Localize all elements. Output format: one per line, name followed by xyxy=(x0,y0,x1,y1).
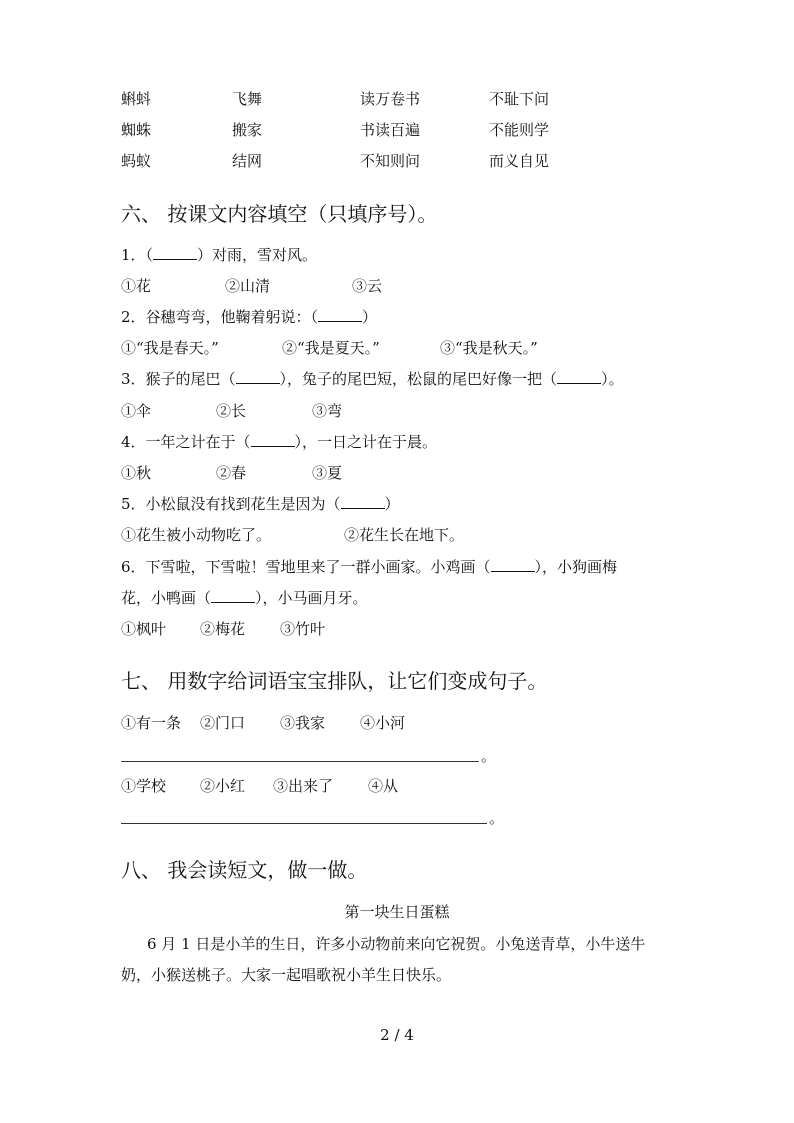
q4-option: ③夏 xyxy=(312,464,343,482)
q3-text-pre: 3．猴子的尾巴（ xyxy=(121,370,236,388)
s7-answer-line-1[interactable] xyxy=(121,761,479,762)
q2-line xyxy=(121,307,377,327)
match-col2-item: 结网 xyxy=(232,152,263,170)
q6-option: ①枫叶 xyxy=(121,620,167,638)
q5-line xyxy=(121,494,400,514)
s7-set2-word: ④从 xyxy=(368,777,399,795)
match-col2-item: 飞舞 xyxy=(232,90,263,108)
s7-set2-word: ③出来了 xyxy=(273,777,334,795)
story-title: 第一块生日蛋糕 xyxy=(344,903,450,921)
q6-line-1 xyxy=(121,557,617,577)
q6-text-line2-pre: 花，小鸭画（ xyxy=(121,589,212,607)
q3-blank-2[interactable] xyxy=(557,369,601,384)
q3-blank-1[interactable] xyxy=(236,369,280,384)
q2-option: ②“我是夏天。” xyxy=(282,339,380,357)
q2-option: ③“我是秋天。” xyxy=(440,339,538,357)
match-col2-item: 搬家 xyxy=(232,121,263,139)
s7-set1-word: ④小河 xyxy=(360,714,406,732)
section6-title: 六、 按课文内容填空（只填序号）。 xyxy=(121,202,438,226)
q6-text-mid: ），小狗画梅 xyxy=(534,558,618,576)
q6-blank-1[interactable] xyxy=(491,557,535,572)
q6-option: ②梅花 xyxy=(200,620,246,638)
q4-text-post: ），一日之计在于晨。 xyxy=(294,433,438,451)
s7-set1-word: ②门口 xyxy=(200,714,246,732)
q4-line xyxy=(121,432,437,452)
story-paragraph-line-1: 6 月 1 日是小羊的生日，许多小动物前来向它祝贺。小兔送青草，小牛送牛 xyxy=(147,935,646,953)
match-col1-item: 蝌蚪 xyxy=(121,90,152,108)
q5-option: ②花生长在地下。 xyxy=(344,526,465,544)
q1-option: ②山清 xyxy=(225,277,271,295)
q1-blank[interactable] xyxy=(153,245,197,260)
q5-text-pre: 5．小松鼠没有找到花生是因为（ xyxy=(121,495,341,513)
q4-text-pre: 4．一年之计在于（ xyxy=(121,433,251,451)
page-number: 2 / 4 xyxy=(380,1026,414,1044)
q6-line-2 xyxy=(121,588,368,608)
match-col3-item: 不知则问 xyxy=(360,152,421,170)
s7-set2-word: ①学校 xyxy=(121,777,167,795)
s7-answer-end-mark: 。 xyxy=(481,747,497,765)
q3-option: ①伞 xyxy=(121,402,152,420)
section8-title: 八、 我会读短文，做一做。 xyxy=(121,858,368,882)
q6-text-line2-post: ），小马画月牙。 xyxy=(255,589,368,607)
q3-option: ②长 xyxy=(216,402,247,420)
q1-option: ③云 xyxy=(352,277,383,295)
q3-text-post: ）。 xyxy=(601,370,624,388)
match-col4-item: 不能则学 xyxy=(489,121,550,139)
q5-text-post: ） xyxy=(384,495,400,513)
match-col3-item: 读万卷书 xyxy=(360,90,421,108)
s7-set2-word: ②小红 xyxy=(200,777,246,795)
q1-text-pre: 1．（ xyxy=(121,246,154,264)
match-col4-item: 不耻下问 xyxy=(489,90,550,108)
q2-text-post: ） xyxy=(362,308,378,326)
q5-option: ①花生被小动物吃了。 xyxy=(121,526,272,544)
s7-set1-word: ③我家 xyxy=(280,714,326,732)
q2-text-pre: 2．谷穗弯弯，他鞠着躬说：（ xyxy=(121,308,319,326)
q4-option: ①秋 xyxy=(121,464,152,482)
s7-answer-end-mark: 。 xyxy=(489,809,505,827)
s7-answer-line-2[interactable] xyxy=(121,823,487,824)
q1-line xyxy=(121,245,317,265)
match-col1-item: 蜘蛛 xyxy=(121,121,152,139)
match-col3-item: 书读百遍 xyxy=(360,121,421,139)
q4-blank[interactable] xyxy=(251,432,295,447)
section7-title: 七、 用数字给词语宝宝排队，让它们变成句子。 xyxy=(121,669,548,693)
q3-option: ③弯 xyxy=(312,402,343,420)
q3-line xyxy=(121,369,624,389)
q2-option: ①“我是春天。” xyxy=(121,339,219,357)
q4-option: ②春 xyxy=(216,464,247,482)
story-paragraph-line-2: 奶，小猴送桃子。大家一起唱歌祝小羊生日快乐。 xyxy=(121,966,452,984)
q1-option: ①花 xyxy=(121,277,152,295)
match-col4-item: 而义自见 xyxy=(489,152,550,170)
q6-blank-2[interactable] xyxy=(211,588,255,603)
q1-text-post: ）对雨，雪对风。 xyxy=(197,246,318,264)
q3-text-mid: ），兔子的尾巴短，松鼠的尾巴好像一把（ xyxy=(279,370,558,388)
q5-blank[interactable] xyxy=(341,494,385,509)
q6-option: ③竹叶 xyxy=(280,620,326,638)
q6-text-pre: 6．下雪啦，下雪啦！雪地里来了一群小画家。小鸡画（ xyxy=(121,558,491,576)
match-col1-item: 蚂蚁 xyxy=(121,152,152,170)
q2-blank[interactable] xyxy=(318,307,362,322)
s7-set1-word: ①有一条 xyxy=(121,714,182,732)
